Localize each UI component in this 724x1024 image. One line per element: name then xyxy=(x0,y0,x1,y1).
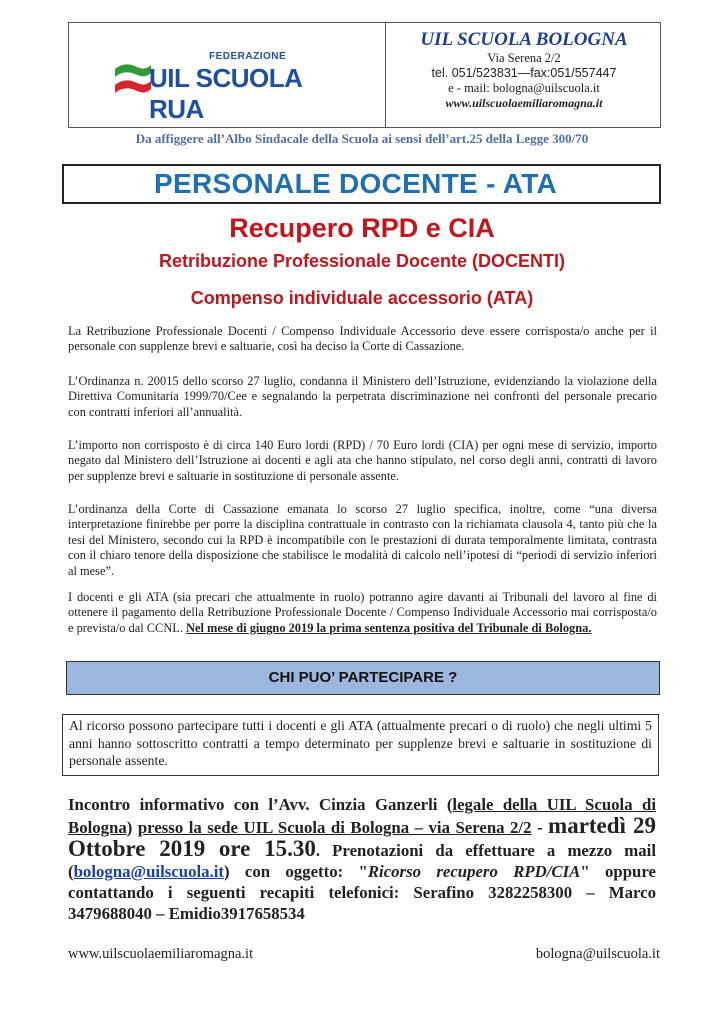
header-box xyxy=(68,22,661,128)
org-name: UIL SCUOLA BOLOGNA xyxy=(420,29,628,50)
section-heading: CHI PUO’ PARTECIPARE ? xyxy=(268,669,458,686)
meeting-part8: " oppure contattando i seguenti recapiti telefonici: Serafino 3282258300 – Marco 3479688040 – Emidio3917658534 xyxy=(68,862,656,923)
meeting-date: martedì 29 Ottobre 2019 ore 15.30 xyxy=(68,813,656,861)
org-website[interactable]: www.uilscuolaemiliaromagna.it xyxy=(445,96,603,110)
meeting-lawyer: legale della UIL Scuola di Bologna xyxy=(68,795,657,837)
meeting-part3: ) xyxy=(126,818,138,837)
meeting-email-link[interactable]: bologna@uilscuola.it xyxy=(73,862,224,881)
paragraph-5-text: I docenti e gli ATA (sia precari che attualmente in ruolo) potranno agire davanti ai Tribunali del lavoro al fine di ottenere il pagamento della Retribuzione Professionale Docente / Compenso Individuale Accessorio mai corrisposta/o e prevista/o dal CCNL. xyxy=(68,590,657,635)
subtitle-main: Recupero RPD e CIA xyxy=(229,213,495,243)
meeting-part1: Incontro informativo con l’Avv. Cinzia Ganzerli ( xyxy=(68,795,453,814)
meeting-location: presso la sede UIL Scuola di Bologna – via Serena 2/2 xyxy=(137,818,532,837)
paragraph-3: L’importo non corrisposto è di circa 140 Euro lordi (RPD) / 70 Euro lordi (CIA) per ogni mese di servizio, importo negato dal Ministero dell’Istruzione ai docenti e agli ata che hanno stipulato, nel corso degli anni, contratti di lavoro per supplenze brevi e saltuarie in sostituzione di personale assente. xyxy=(68,438,657,483)
meeting-subject: Ricorso recupero RPD/CIA xyxy=(367,862,581,881)
page-title: PERSONALE DOCENTE - ATA xyxy=(154,168,558,199)
posting-notice: Da affiggere all’Albo Sindacale della Scuola ai sensi dell’art.25 della Legge 300/70 xyxy=(135,131,589,146)
subtitle-ata: Compenso individuale accessorio (ATA) xyxy=(190,288,534,308)
meeting-part6: . Prenotazioni da effettuare a mezzo mail ( xyxy=(68,841,656,881)
org-address: Via Serena 2/2 xyxy=(487,51,561,65)
subtitle-docenti: Retribuzione Professionale Docente (DOCENTI) xyxy=(158,251,566,271)
paragraph-2: L’Ordinanza n. 20015 dello scorso 27 luglio, condanna il Ministero dell’Istruzione, evidenziando la violazione della Direttiva Comunitaria 1999/70/Cee e segnalando la perpetrata discriminazione nei confronti del personale precario con contratti inferiori all’annualità. xyxy=(68,374,657,419)
flag-logo-icon xyxy=(111,59,153,97)
footer-website[interactable]: www.uilscuolaemiliaromagna.it xyxy=(68,946,254,962)
section-heading-box xyxy=(66,661,660,695)
title-box xyxy=(62,164,661,204)
org-info xyxy=(386,23,662,111)
paragraph-5-highlight: Nel mese di giugno 2019 la prima sentenza positiva del Tribunale di Bologna. xyxy=(186,620,592,635)
paragraph-4: L’ordinanza della Corte di Cassazione emanata lo scorso 27 luglio specifica, inoltre, come “una diversa interpretazione finirebbe per porre la disciplina contrattuale in contrasto con la richiamata clausola 4, tanto più che la tesi del Ministero, secondo cui la RPD è incompatibile con le prestazioni di durata temporalmente limitata, contrasta con il chiaro tenore della disposizione che stabilisce le modalità di calcolo nell’ipotesi di “periodi di servizio inferiori al mese”. xyxy=(68,502,657,578)
meeting-info xyxy=(68,794,656,924)
meeting-part5: - xyxy=(531,818,549,837)
paragraph-1: La Retribuzione Professionale Docenti / Compenso Individuale Accessorio deve essere corrisposta/o anche per il personale con supplenze brevi e saltuarie, così ha deciso la Corte di Cassazione. xyxy=(68,324,657,354)
logo-text: UIL SCUOLA RUA xyxy=(149,63,302,124)
footer-email[interactable]: bologna@uilscuola.it xyxy=(535,946,660,962)
org-phone: tel. 051/523831—fax:051/557447 xyxy=(431,66,617,80)
uil-scuola-logo xyxy=(87,45,357,124)
logo-federazione: FEDERAZIONE xyxy=(209,51,287,62)
info-box: Al ricorso possono partecipare tutti i docenti e gli ATA (attualmente precari o di ruolo) che negli ultimi 5 anni hanno sottoscritto contratti a tempo determinato per supplenze brevi e saltuarie in sostituzione di personale assente. xyxy=(62,714,659,776)
org-email[interactable]: e - mail: bologna@uilscuola.it xyxy=(448,81,600,95)
meeting-part7: ) con oggetto: " xyxy=(223,862,368,881)
paragraph-5 xyxy=(68,590,657,636)
